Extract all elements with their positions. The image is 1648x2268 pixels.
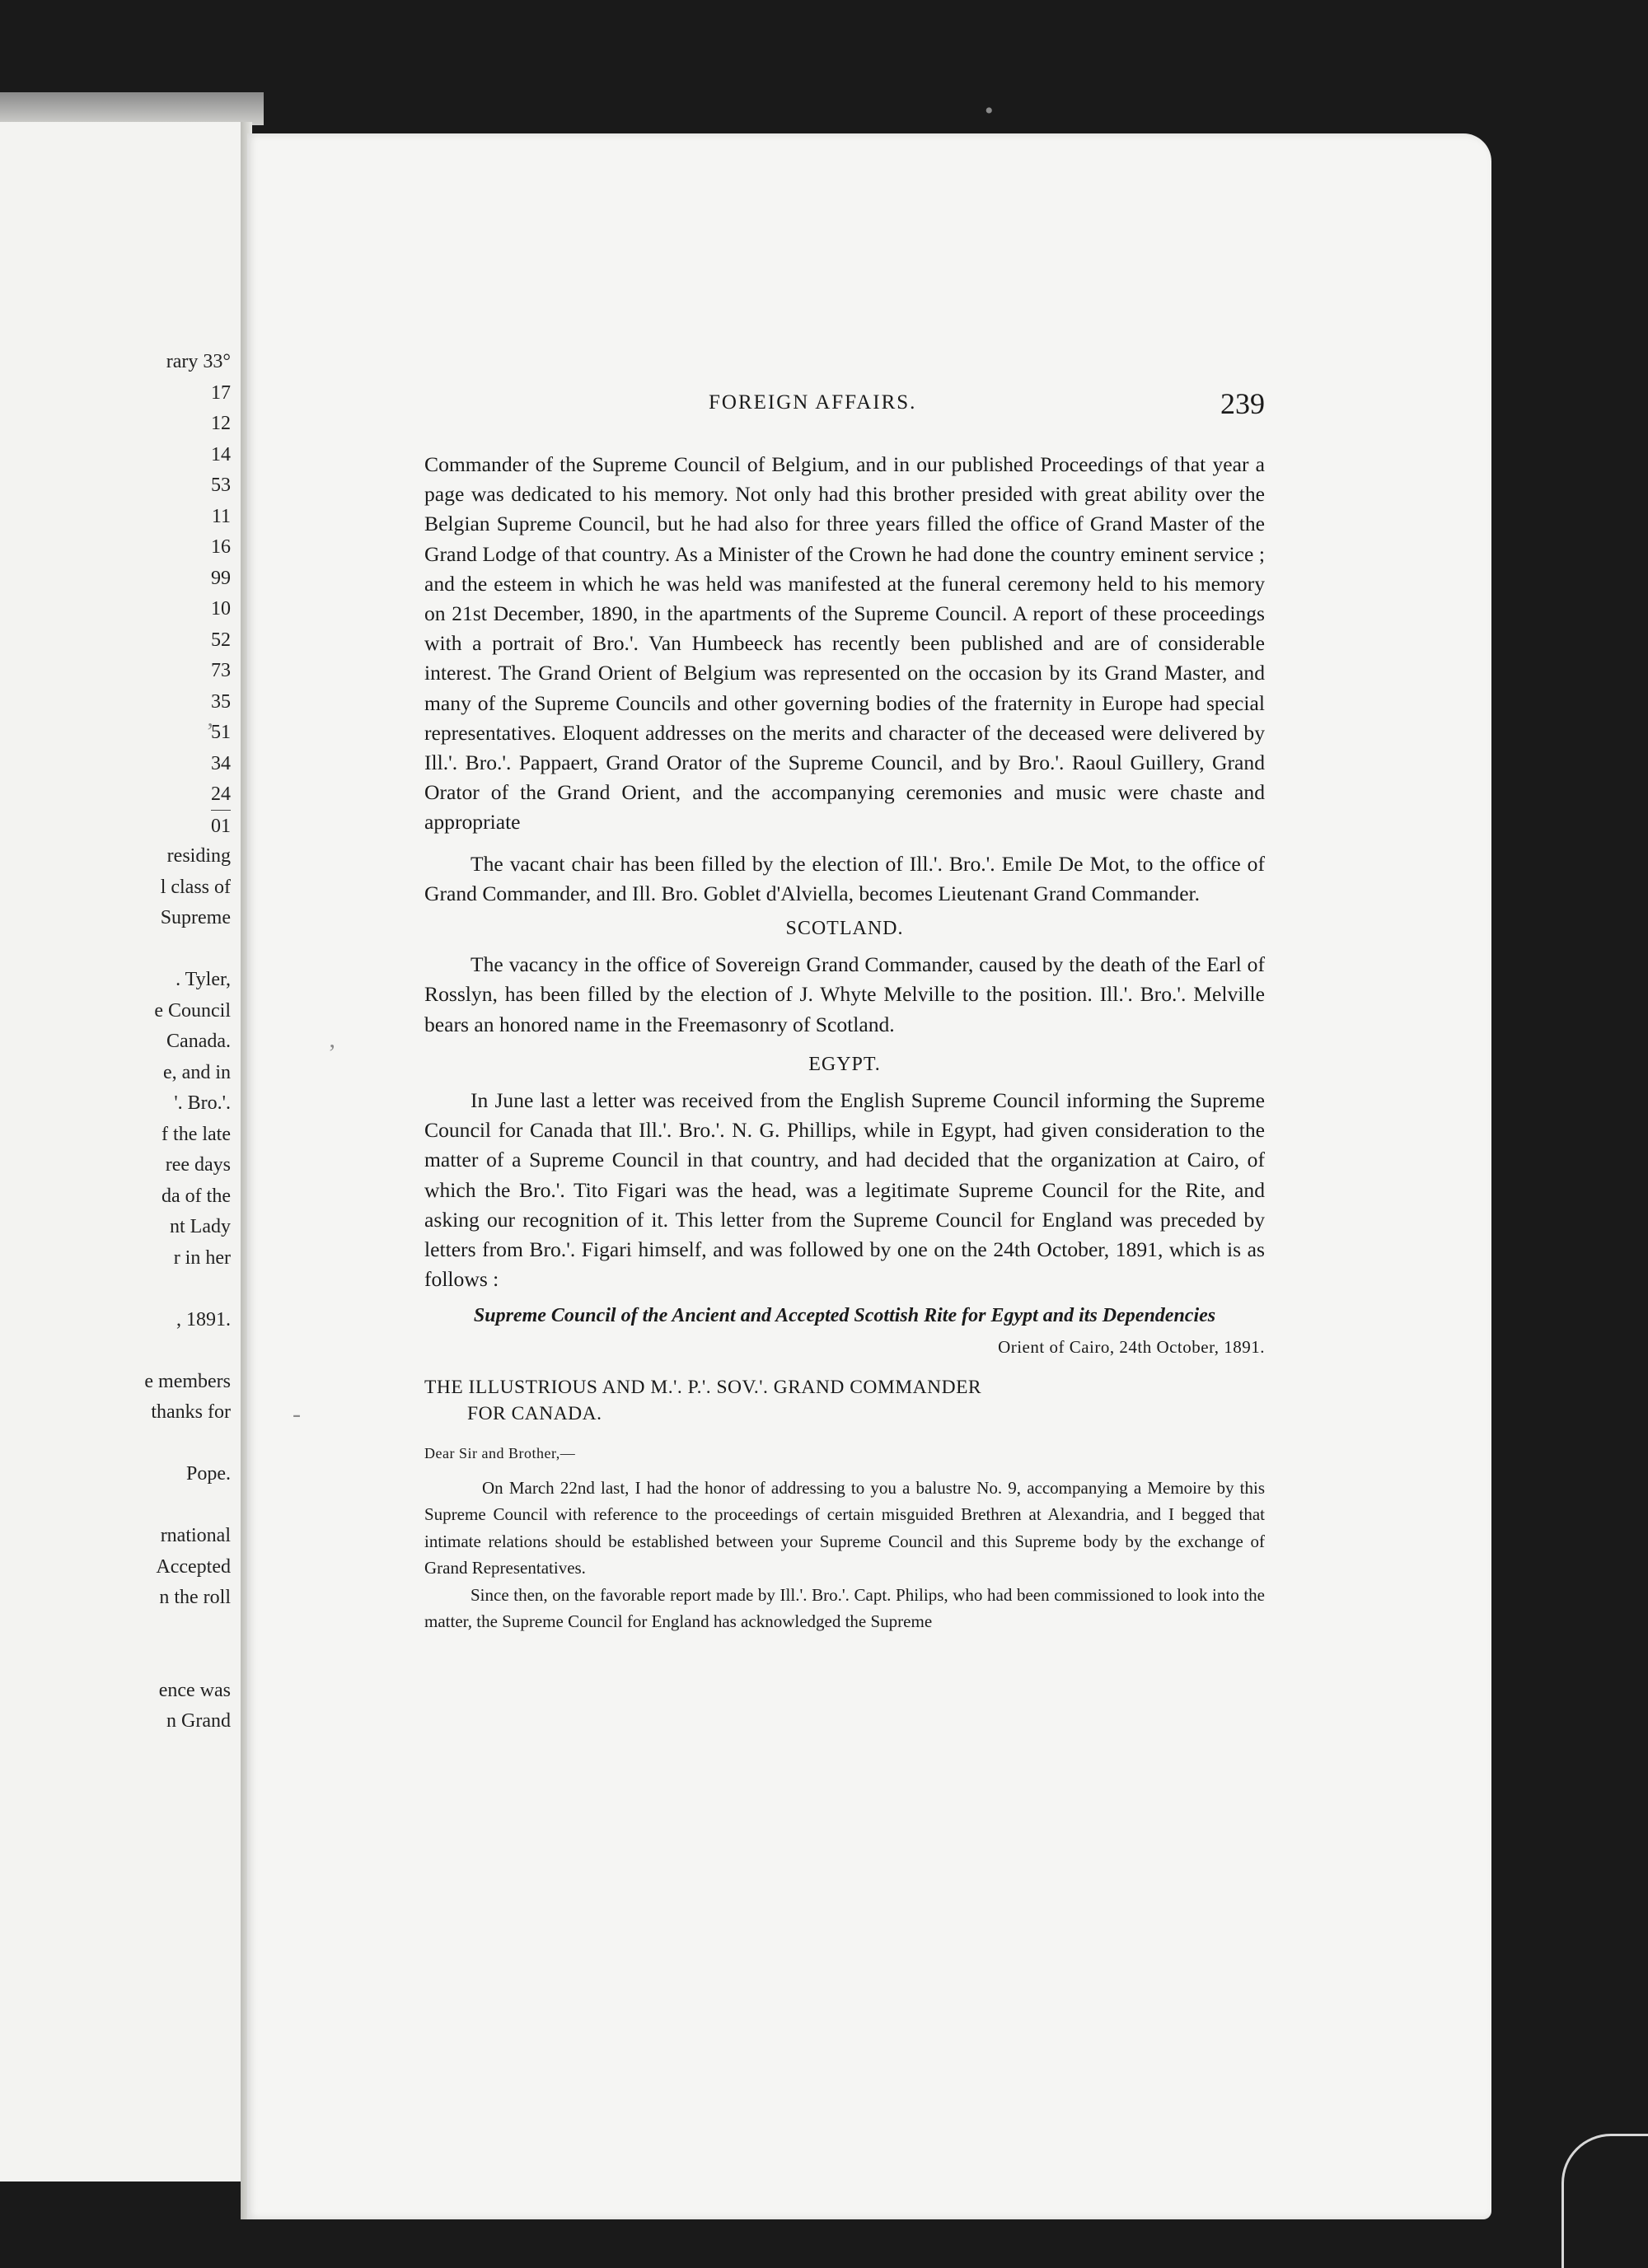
page-number: 239 [1220, 387, 1265, 420]
margin-mark: ‚ [328, 1026, 336, 1053]
left-page-line: Accepted [156, 1555, 231, 1578]
letter-date-line: Orient of Cairo, 24th October, 1891. [998, 1337, 1265, 1358]
left-page-line: 01 [211, 810, 231, 842]
page-body [424, 450, 1265, 1635]
paragraph-egypt: In June last a letter was received from the English Supreme Council informing the Supreme Council for Canada that Ill.'. Bro.'. N. G. Phillips, while in Egypt, had given consideration to the matter of a Supreme Council in that country, and had decided that the organization at Cairo, of which the Bro.'. Tito Figari was the head, was a legitimate Supreme Council for the Rite, and asking our recognition of it. This letter from the Supreme Council for England was preceded by letters from Bro.'. Figari himself, and was followed by one on the 24th October, 1891, which is as follows : [424, 1088, 1265, 1292]
left-page-line: residing [166, 845, 231, 867]
left-page-line: Supreme [160, 907, 231, 928]
page-speck: • [985, 97, 994, 124]
paragraph-scotland: The vacancy in the office of Sovereign Grand Commander, caused by the death of the Earl of Rosslyn, has been filled by the election of J. Whyte Melville to the position. Ill.'. Bro.'. Melville bears an honored name in the Freemasonry of Scotland. [424, 952, 1265, 1036]
left-page-line: 51 [211, 722, 231, 743]
left-page-line: e, and in [163, 1061, 231, 1083]
left-page-line: n Grand [166, 1710, 231, 1732]
left-page-line: 11 [211, 505, 231, 527]
left-page-line: 73 [211, 660, 231, 681]
page-header [424, 387, 1265, 424]
left-page-line: , 1891. [176, 1308, 231, 1330]
left-page-line: 35 [211, 690, 231, 713]
left-page-line: n the roll [159, 1587, 231, 1608]
left-page-line: rary 33° [166, 351, 231, 372]
left-page-line: 99 [211, 567, 231, 589]
left-page-line: l class of [160, 876, 231, 898]
letter-salutation: Dear Sir and Brother,— [424, 1444, 576, 1461]
letter-document-title: Supreme Council of the Ancient and Accepted Scottish Rite for Egypt and its Dependencies [473, 1305, 1216, 1327]
letter-address-line-2: FOR CANADA. [467, 1402, 602, 1424]
left-page-line: 53 [211, 475, 231, 496]
left-page-line: nt Lady [170, 1216, 231, 1237]
letter-paragraph-2: Since then, on the favorable report made by Ill.'. Bro.'. Capt. Philips, who had been commissioned to look into the matter, the Supreme Council for England has acknowledged the Supreme [424, 1584, 1265, 1632]
left-page-edges [0, 92, 264, 125]
left-page-line: 12 [211, 413, 231, 434]
left-page-line: f the late [162, 1123, 231, 1145]
left-page-line: ree days [165, 1154, 231, 1176]
left-facing-page [0, 122, 243, 2181]
left-page-line: 34 [211, 752, 231, 774]
left-page-line: thanks for [151, 1401, 231, 1423]
left-page-line: 10 [211, 598, 231, 620]
left-page-line: 14 [211, 443, 231, 465]
left-page-line: 52 [211, 629, 231, 651]
left-page-line: 24 [211, 783, 231, 805]
left-page-line: Pope. [186, 1463, 231, 1485]
left-page-line: r in her [173, 1246, 231, 1269]
letter-paragraph-1: On March 22nd last, I had the honor of addressing to you a balustre No. 9, accompanying a Memoire by this Supreme Council with reference to the proceedings of certain misguided Brethren at Alexandria, and I begged that intimate relations should be established between your Supreme Council and this Supreme body by the exchange of Grand Representatives. [424, 1477, 1265, 1578]
left-page-line: da of the [162, 1185, 231, 1207]
paragraph-belgium-election: The vacant chair has been filled by the election of Ill.'. Bro.'. Emile De Mot, to the office of Grand Commander, and Ill. Bro. Goblet d'Alviella, becomes Lieutenant Grand Commander. [424, 851, 1265, 905]
margin-mark: - [293, 1401, 301, 1428]
left-page-line: 16 [211, 536, 231, 558]
left-page-line: e Council [154, 999, 231, 1022]
scanner-scratch [1561, 2134, 1648, 2268]
left-page-line: '. Bro.'. [174, 1092, 231, 1114]
letter-address [424, 1374, 1265, 1427]
section-heading-scotland: SCOTLAND. [785, 918, 904, 940]
letter-address-line-1: THE ILLUSTRIOUS AND M.'. P.'. SOV.'. GRAND COMMANDER [424, 1376, 982, 1398]
left-page-line: rnational [160, 1525, 231, 1546]
section-heading-egypt: EGYPT. [808, 1053, 881, 1075]
running-head: FOREIGN AFFAIRS. [709, 391, 917, 414]
left-page-line: ence was [158, 1679, 231, 1701]
left-page-line: Canada. [166, 1031, 231, 1052]
left-page-line: 17 [211, 381, 231, 404]
paragraph-belgium-memorial: Commander of the Supreme Council of Belgium, and in our published Proceedings of that year a page was dedicated to his memory. Not only had this brother presided with great ability over the Belgian Supreme Council, but he had also for three years filled the office of Grand Master of the Grand Lodge of that country. As a Minister of the Crown he had done the country eminent service ; and the esteem in which he was held was manifested at the funeral ceremony held to his memory on 21st December, 1890, in the apartments of the Supreme Council. A report of these proceedings with a portrait of Bro.'. Van Humbeeck has recently been published and are of considerable interest. The Grand Orient of Belgium was represented on the occasion by its Grand Master, and many of the Supreme Councils and other governing bodies of the fraternity in Europe had special representatives. Eloquent addresses on the merits and character of the deceased were delivered by Ill.'. Bro.'. Pappaert, Grand Orator of the Supreme Council, and by Bro.'. Raoul Guillery, Grand Orator of the Grand Orient, and the accompanying ceremonies and music were chaste and appropriate [424, 452, 1265, 835]
left-page-line: e members [144, 1370, 231, 1392]
margin-mark: ‚ [206, 704, 214, 732]
left-page-line: . Tyler, [176, 969, 231, 990]
